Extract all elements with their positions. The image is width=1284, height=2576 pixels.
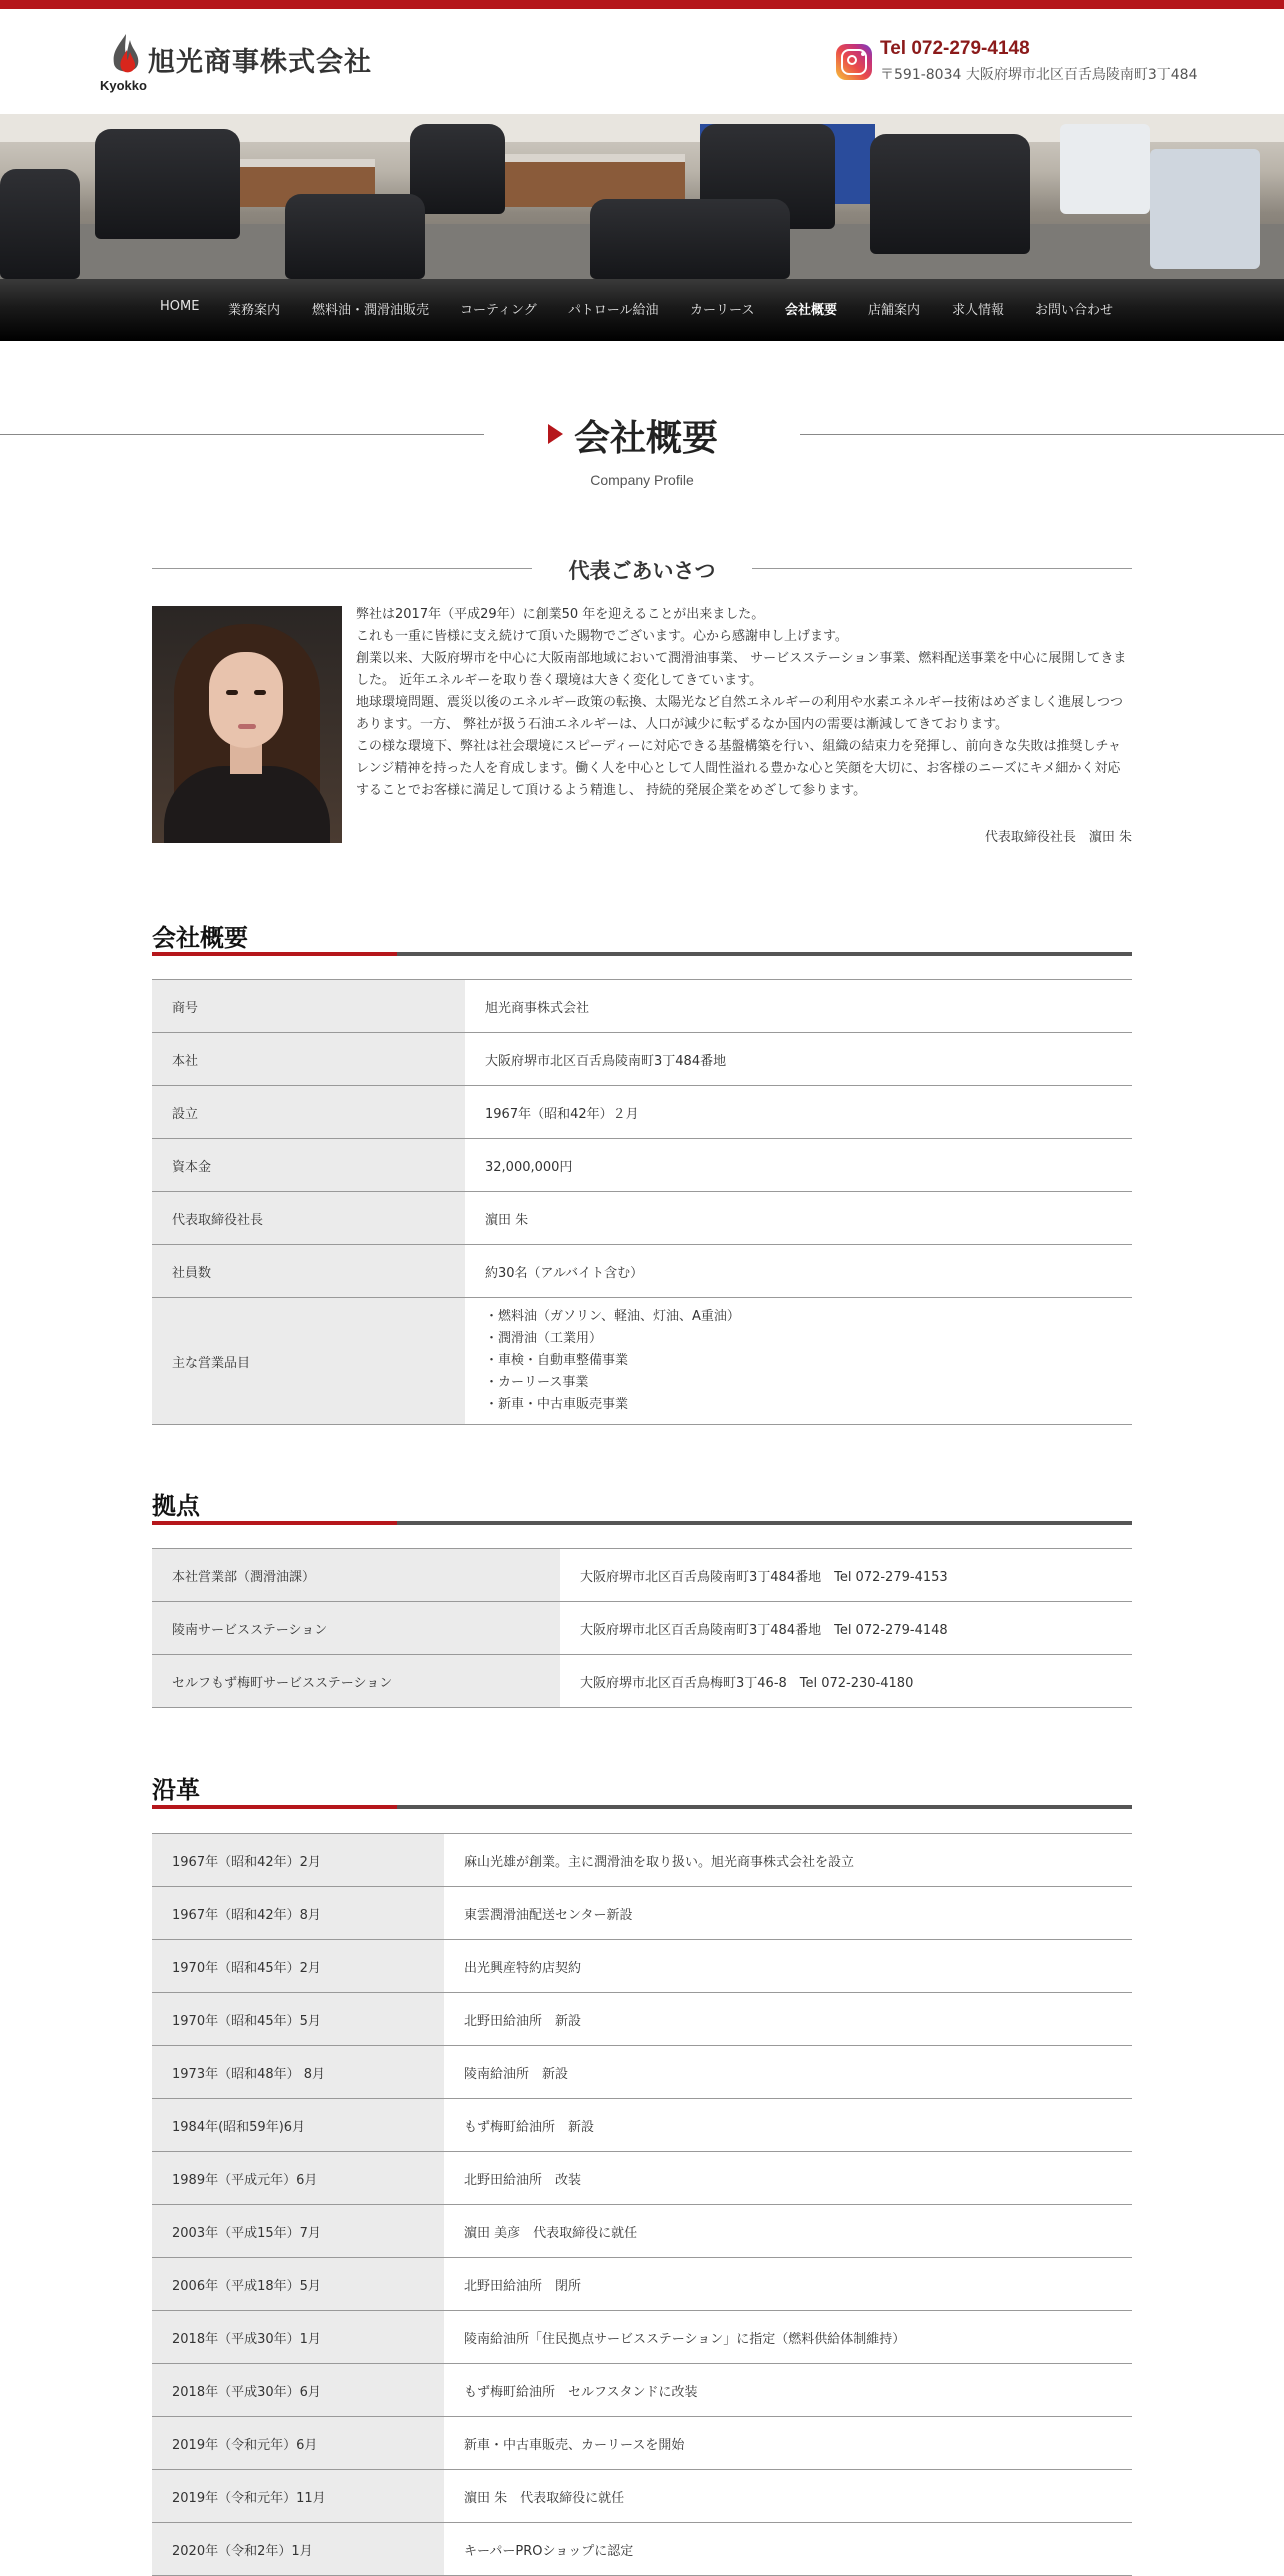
table-value: 大阪府堺市北区百舌鳥陵南町3丁484番地 Tel 072-279-4153 (560, 1549, 1132, 1602)
table-row (152, 1655, 1132, 1708)
page-subtitle: Company Profile (590, 472, 694, 488)
table-row (152, 2417, 1132, 2470)
product-item: ・カーリース事業 (485, 1375, 589, 1390)
table-key: 資本金 (152, 1139, 465, 1192)
table-row (152, 1139, 1132, 1192)
table-value: 濵田 朱 代表取締役に就任 (444, 2470, 1132, 2523)
table-value: 北野田給油所 新設 (444, 1993, 1132, 2046)
table-key: 2003年（平成15年）7月 (152, 2205, 444, 2258)
table-key: 設立 (152, 1086, 465, 1139)
table-value: 新車・中古車販売、カーリースを開始 (444, 2417, 1132, 2470)
product-item: ・燃料油（ガソリン、軽油、灯油、A重油） (485, 1309, 740, 1324)
header-tel[interactable]: Tel 072-279-4148 (880, 38, 1030, 59)
history-section-bar (152, 1805, 1132, 1809)
table-value: 北野田給油所 閉所 (444, 2258, 1132, 2311)
table-value: 旭光商事株式会社 (465, 980, 1132, 1033)
table-value: もず梅町給油所 新設 (444, 2099, 1132, 2152)
table-value: 大阪府堺市北区百舌鳥梅町3丁46-8 Tel 072-230-4180 (560, 1655, 1132, 1708)
greeting-paragraph: 創業以来、大阪府堺市を中心に大阪南部地域において潤滑油事業、 サービスステーション事業、燃料配送事業を中心に展開してきました。 近年エネルギーを取り巻く環境は大きく変化してきています。 (356, 651, 1127, 688)
greeting-title: 代表ごあいさつ (568, 559, 716, 583)
table-value: 大阪府堺市北区百舌鳥陵南町3丁484番地 (465, 1033, 1132, 1086)
table-value: 濵田 朱 (465, 1192, 1132, 1245)
flame-logo-icon (106, 32, 146, 80)
table-key: 1967年（昭和42年）2月 (152, 1834, 444, 1887)
table-value: 陵南給油所 新設 (444, 2046, 1132, 2099)
bases-table (152, 1548, 1132, 1708)
nav-fuel-oil-sales[interactable]: 燃料油・潤滑油販売 (312, 303, 430, 318)
table-key: 商号 (152, 980, 465, 1033)
product-item: ・潤滑油（工業用） (485, 1331, 603, 1346)
table-row (152, 2364, 1132, 2417)
table-key: 2018年（平成30年）6月 (152, 2364, 444, 2417)
table-key: 1970年（昭和45年）5月 (152, 1993, 444, 2046)
table-value: 出光興産特約店契約 (444, 1940, 1132, 1993)
table-key: セルフもず梅町サービスステーション (152, 1655, 560, 1708)
table-key: 2006年（平成18年）5月 (152, 2258, 444, 2311)
product-item: ・車検・自動車整備事業 (485, 1353, 629, 1368)
table-key: 1973年（昭和48年） 8月 (152, 2046, 444, 2099)
bases-section-bar (152, 1521, 1132, 1525)
bases-section-heading: 拠点 (152, 1492, 200, 1520)
table-value: 大阪府堺市北区百舌鳥陵南町3丁484番地 Tel 072-279-4148 (560, 1602, 1132, 1655)
president-photo (152, 606, 342, 843)
title-triangle-icon (548, 424, 563, 444)
table-value: 1967年（昭和42年）２月 (465, 1086, 1132, 1139)
table-row (152, 1086, 1132, 1139)
table-key: 主な営業品目 (152, 1298, 465, 1425)
greeting-paragraph: これも一重に皆様に支え続けて頂いた賜物でございます。心から感謝申し上げます。 (356, 629, 848, 644)
table-value: 濵田 美彦 代表取締役に就任 (444, 2205, 1132, 2258)
table-row (152, 2152, 1132, 2205)
table-row (152, 2258, 1132, 2311)
instagram-icon[interactable] (836, 44, 872, 80)
greeting-message (356, 604, 1132, 802)
table-row (152, 1602, 1132, 1655)
logo-company-name: 旭光商事株式会社 (148, 47, 372, 78)
table-row (152, 980, 1132, 1033)
table-value: 約30名（アルバイト含む） (465, 1245, 1132, 1298)
greeting-paragraph: この様な環境下、弊社は社会環境にスピーディーに対応できる基盤構築を行い、組織の結束力を発揮し、前向きな失敗は推奨しチャレンジ精神を持った人を育成します。働く人を中心として人間性溢れる豊かな心と笑顔を大切に、お客様のニーズにキメ細かく対応することでお客様に満足して頂けるよう精進し、 持続的発展企業をめざして参ります。 (356, 739, 1122, 798)
table-key: 1984年(昭和59年)6月 (152, 2099, 444, 2152)
table-key: 2018年（平成30年）1月 (152, 2311, 444, 2364)
top-accent-bar (0, 0, 1284, 9)
hero-image-showroom (0, 114, 1284, 279)
table-value: 麻山光雄が創業。主に潤滑油を取り扱い。旭光商事株式会社を設立 (444, 1834, 1132, 1887)
table-key: 1970年（昭和45年）2月 (152, 1940, 444, 1993)
table-key: 本社 (152, 1033, 465, 1086)
table-value: 北野田給油所 改装 (444, 2152, 1132, 2205)
title-rule-left (0, 434, 484, 435)
company-info-table (152, 979, 1132, 1425)
nav-car-lease[interactable]: カーリース (690, 303, 755, 318)
table-row (152, 1298, 1132, 1425)
company-section-bar (152, 952, 1132, 956)
nav-patrol-refueling[interactable]: パトロール給油 (568, 303, 659, 318)
title-rule-right (800, 434, 1284, 435)
table-row (152, 1993, 1132, 2046)
nav-contact[interactable]: お問い合わせ (1035, 303, 1114, 318)
table-row (152, 1887, 1132, 1940)
table-row (152, 2311, 1132, 2364)
history-section-heading: 沿革 (152, 1776, 200, 1804)
main-navigation (0, 279, 1284, 341)
table-row (152, 2099, 1132, 2152)
table-key: 代表取締役社長 (152, 1192, 465, 1245)
table-row (152, 1245, 1132, 1298)
nav-recruit[interactable]: 求人情報 (952, 303, 1005, 318)
table-value: 陵南給油所「住民拠点サービスステーション」に指定（燃料供給体制維持） (444, 2311, 1132, 2364)
table-row (152, 1033, 1132, 1086)
greeting-signature: 代表取締役社長 濵田 朱 (984, 830, 1132, 845)
table-key: 1989年（平成元年）6月 (152, 2152, 444, 2205)
page-title: 会社概要 (574, 418, 719, 459)
table-key: 2019年（令和元年）6月 (152, 2417, 444, 2470)
table-key: 1967年（昭和42年）8月 (152, 1887, 444, 1940)
table-value: キーパーPROショップに認定 (444, 2523, 1132, 2576)
table-key: 本社営業部（潤滑油課） (152, 1549, 560, 1602)
company-section-heading: 会社概要 (152, 924, 248, 952)
table-row (152, 2205, 1132, 2258)
table-value: 32,000,000円 (465, 1139, 1132, 1192)
table-row (152, 1192, 1132, 1245)
table-row (152, 1549, 1132, 1602)
history-table (152, 1833, 1132, 2576)
table-key: 陵南サービスステーション (152, 1602, 560, 1655)
greeting-paragraph: 弊社は2017年（平成29年）に創業50 年を迎えることが出来ました。 (356, 607, 765, 622)
nav-services[interactable]: 業務案内 (228, 303, 281, 318)
nav-coating[interactable]: コーティング (460, 303, 537, 318)
logo-subtitle: Kyokko (100, 78, 147, 93)
nav-store-guide[interactable]: 店舗案内 (868, 303, 921, 318)
table-row (152, 1834, 1132, 1887)
table-value: もず梅町給油所 セルフスタンドに改装 (444, 2364, 1132, 2417)
table-key: 社員数 (152, 1245, 465, 1298)
table-key: 2019年（令和元年）11月 (152, 2470, 444, 2523)
nav-company-profile[interactable]: 会社概要 (785, 303, 838, 318)
company-logo[interactable] (100, 32, 372, 94)
greeting-paragraph: 地球環境問題、震災以後のエネルギー政策の転換、太陽光など自然エネルギーの利用や水素エネルギー技術はめざましく進展しつつあります。一方、 弊社が扱う石油エネルギーは、人口が減少に転ずるなか国内の需要は漸減してきております。 (356, 695, 1124, 732)
nav-home[interactable]: HOME (160, 299, 200, 314)
table-row (152, 2046, 1132, 2099)
table-row (152, 1940, 1132, 1993)
table-key: 2020年（令和2年）1月 (152, 2523, 444, 2576)
table-value: 東雲潤滑油配送センター新設 (444, 1887, 1132, 1940)
table-row (152, 2470, 1132, 2523)
products-list (465, 1298, 1132, 1425)
header-address: 〒591-8034 大阪府堺市北区百舌鳥陵南町3丁484 (880, 67, 1198, 83)
product-item: ・新車・中古車販売事業 (485, 1397, 629, 1412)
